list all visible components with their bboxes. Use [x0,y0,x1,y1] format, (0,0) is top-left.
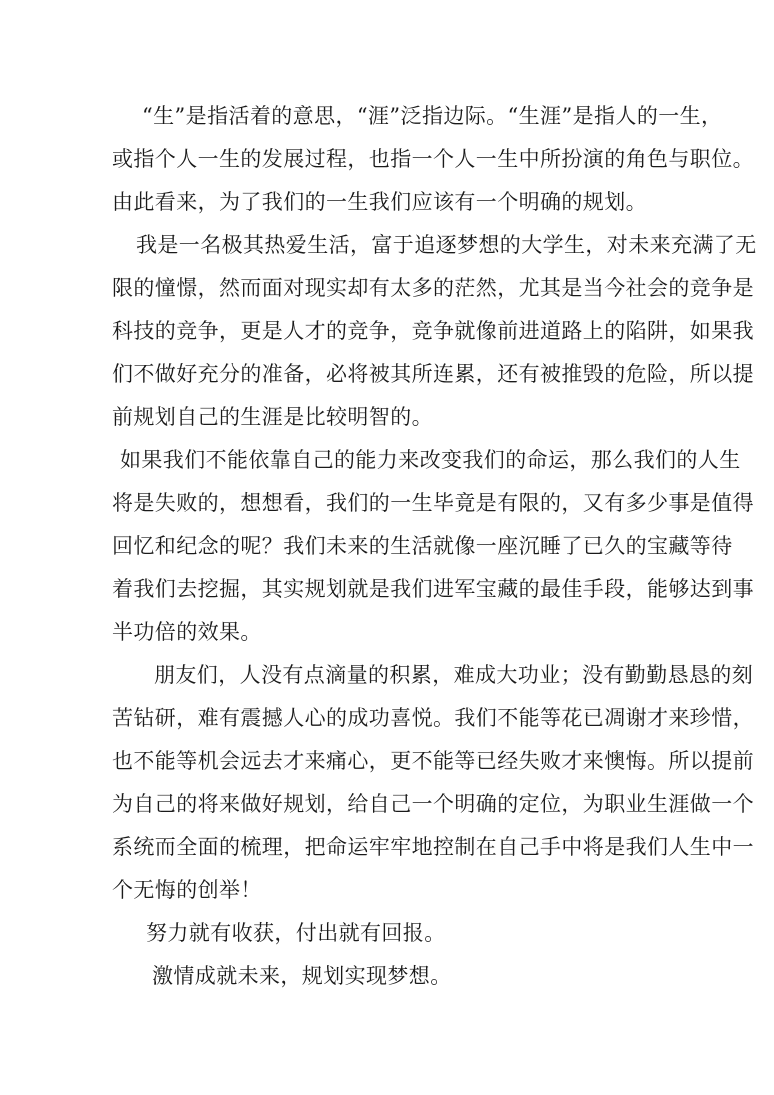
paragraph-2-line-3: 科技的竞争，更是人才的竞争，竞争就像前进道路上的陷阱，如果我 [112,319,754,343]
paragraph-4-line-2: 苦钻研，难有震撼人心的成功喜悦。我们不能等花已凋谢才来珍惜， [112,706,754,730]
paragraph-3-line-1: 如果我们不能依靠自己的能力来改变我们的命运，那么我们的人生 [120,448,741,472]
paragraph-1-line-2: 或指个人一生的发展过程，也指一个人一生中所扮演的角色与职位。 [112,147,754,171]
paragraph-4-line-3: 也不能等机会远去才来痛心，更不能等已经失败才来懊悔。所以提前 [112,749,754,773]
paragraph-3-line-2: 将是失败的，想想看，我们的一生毕竟是有限的，又有多少事是值得 [112,491,754,515]
paragraph-4-line-6: 个无悔的创举！ [112,878,262,902]
paragraph-6-line-1: 激情成就未来，规划实现梦想。 [152,964,452,988]
paragraph-5-line-1: 努力就有收获，付出就有回报。 [146,921,446,945]
paragraph-2-line-2: 限的憧憬，然而面对现实却有太多的茫然，尤其是当今社会的竞争是 [112,276,754,300]
paragraph-3-line-3: 回忆和纪念的呢？我们未来的生活就像一座沉睡了已久的宝藏等待 [112,534,733,558]
paragraph-2-line-5: 前规划自己的生涯是比较明智的。 [112,405,433,429]
paragraph-4-line-5: 系统而全面的梳理，把命运牢牢地控制在自己手中将是我们人生中一 [112,835,754,859]
paragraph-1-line-3: 由此看来，为了我们的一生我们应该有一个明确的规划。 [112,190,647,214]
paragraph-4-line-4: 为自己的将来做好规划，给自己一个明确的定位，为职业生涯做一个 [112,792,754,816]
paragraph-3-line-4: 着我们去挖掘，其实规划就是我们进军宝藏的最佳手段，能够达到事 [112,577,754,601]
paragraph-2-line-1: 我是一名极其热爱生活，富于追逐梦想的大学生，对未来充满了无 [136,233,757,257]
paragraph-3-line-5: 半功倍的效果。 [112,620,262,644]
paragraph-4-line-1: 朋友们，人没有点滴量的积累，难成大功业；没有勤勤恳恳的刻 [154,663,754,687]
paragraph-2-line-4: 们不做好充分的准备，必将被其所连累，还有被推毁的危险，所以提 [112,362,754,386]
paragraph-1-line-1: “生”是指活着的意思，“涯”泛指边际。“生涯”是指人的一生， [142,104,723,128]
